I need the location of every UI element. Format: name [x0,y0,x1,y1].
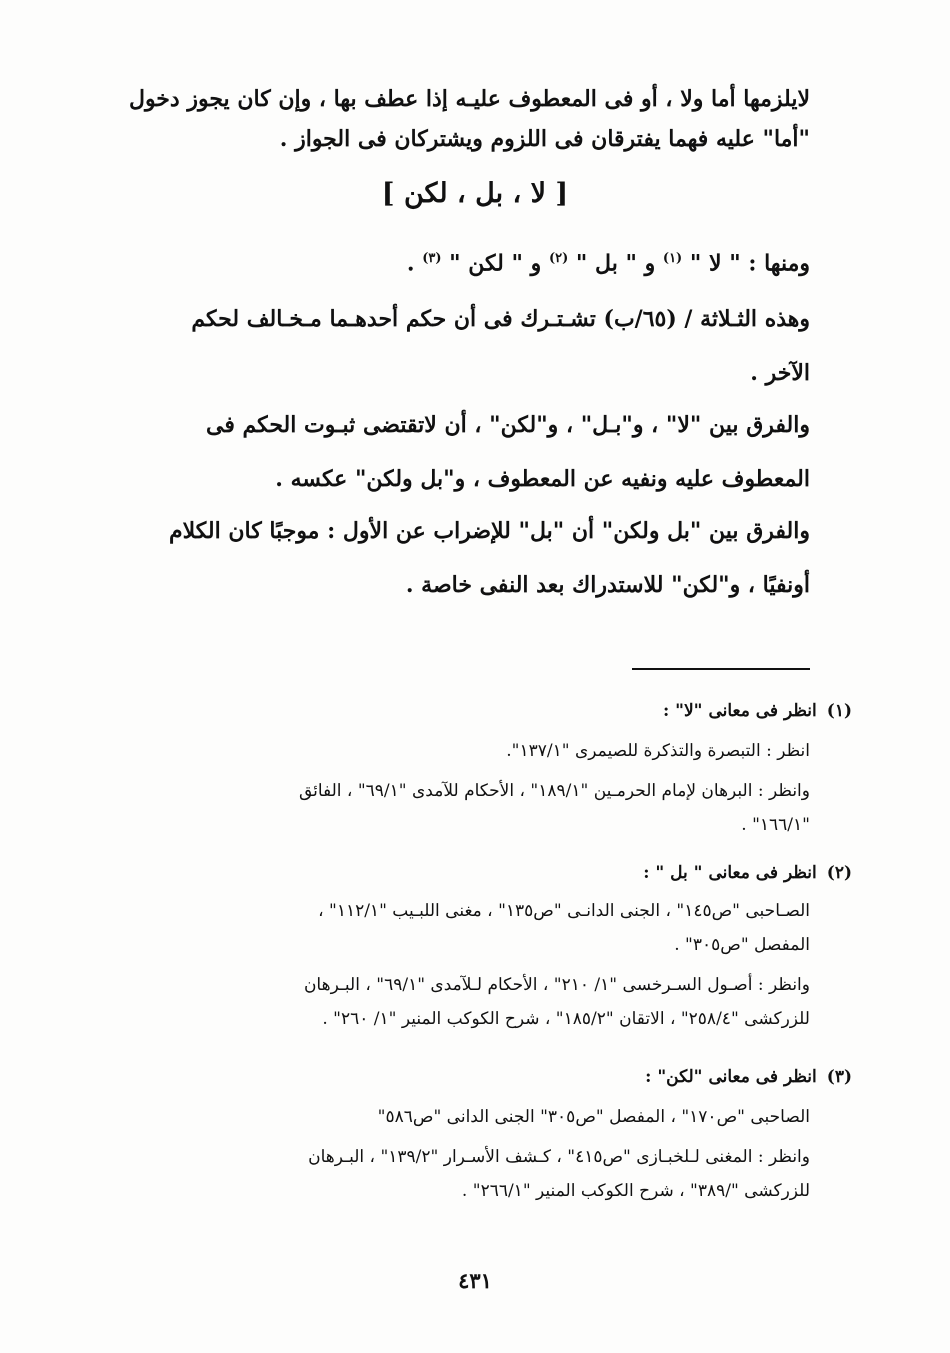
text-segment: . [406,250,415,277]
footnote-1 [100,694,852,842]
footnote-marker-2: (٢) [548,251,569,266]
text-line: لايلزمها أما ولا ، أو فى المعطوف عليـه إذا عطف بها ، وإن كان يجوز دخول [128,86,810,112]
footnote-line: وانظر : المغنى لـلخبـازى "ص٤١٥" ، كـشف الأسـرار "١٣٩/٢" ، البـرهان [308,1147,810,1167]
page-number: ٤٣١ [458,1268,492,1293]
footnote-line: المفصل "ص٣٠٥" . [674,935,810,955]
text-line: الآخر . [750,360,810,386]
footnote-number: (١) [826,701,852,721]
paragraph-3 [100,292,810,400]
footnote-line: وانظر : البرهان لإمام الحرمـين "١٨٩/١" ، الأحكام للآمدى "٦٩/١" ، الفائق [298,781,810,801]
text-line: أونفيًا ، و"لكن" للاستدراك بعد النفى خاصة . [405,572,810,598]
paragraph-4 [100,398,810,506]
footnote-line: "١٦٦/١" . [741,815,810,835]
text-line: والفرق بين "بل ولكن" أن "بل" للإضراب عن الأول : موجبًا كان الكلام [169,518,810,544]
footnote-line: الصـاحبى "ص١٤٥" ، الجنى الدانـى "ص١٣٥" ، مغنى اللبـيب "١١٢/١" ، [318,901,810,921]
footnote-line: انظر : التبصرة والتذكرة للصيمرى "١٣٧/١". [506,741,810,761]
paragraph-1 [100,72,810,166]
paragraph-2 [100,232,810,290]
footnote-number: (٣) [826,1067,852,1087]
footnote-line: للزركشى "٢٥٨/٤" ، الاتقان "١٨٥/٢" ، شرح الكوكب المنير "١/ ٢٦٠" . [322,1009,810,1029]
footnote-label: انظر فى معانى " بل " : [643,863,817,883]
footnote-heading [100,1060,852,1094]
text-line [100,232,810,290]
text-line: "أما" عليه فهما يفترقان فى اللزوم ويشتركان فى الجواز . [279,126,810,152]
footnote-separator [632,668,810,670]
footnote-line: الصاحبى "ص١٧٠" ، المفصل "ص٣٠٥" الجنى الدانى "ص٥٨٦" [377,1107,810,1127]
footnote-label: انظر فى معانى "لا" : [662,701,817,721]
footnote-heading [100,694,852,728]
text-line: وهذه الثـلاثة / (٦٥/ب) تشـتـرك فى أن حكم أحدهـما مـخـالف لحكم [191,306,810,332]
footnote-heading [100,856,852,890]
text-line: المعطوف عليه ونفيه عن المعطوف ، و"بل ولكن" عكسه . [275,466,810,492]
footnote-line: للزركشى "/٣٨٩" ، شرح الكوكب المنير "٢٦٦/١" . [461,1181,810,1201]
paragraph-5 [100,504,810,612]
text-segment: و " لكن " [449,250,542,277]
footnote-line: وانظر : أصـول السـرخسى "١/ ٢١٠" ، الأحكام لـلآمدى "٦٩/١" ، البـرهان [303,975,810,995]
footnote-marker-1: (١) [662,251,683,266]
text-segment: و " بل " [575,250,656,277]
text-segment: ومنها : " لا " [689,250,810,277]
footnote-3 [100,1060,852,1208]
footnote-label: انظر فى معانى "لكن" : [645,1067,817,1087]
footnote-marker-3: (٣) [422,251,442,266]
footnote-number: (٢) [826,863,852,883]
text-line: والفرق بين "لا" ، و"بـل" ، و"لكن" ، أن لاتقتضى ثبـوت الحكم فى [206,412,810,438]
section-heading: [ لا ، بل ، لكن ] [381,178,569,209]
footnote-2 [100,856,852,1036]
